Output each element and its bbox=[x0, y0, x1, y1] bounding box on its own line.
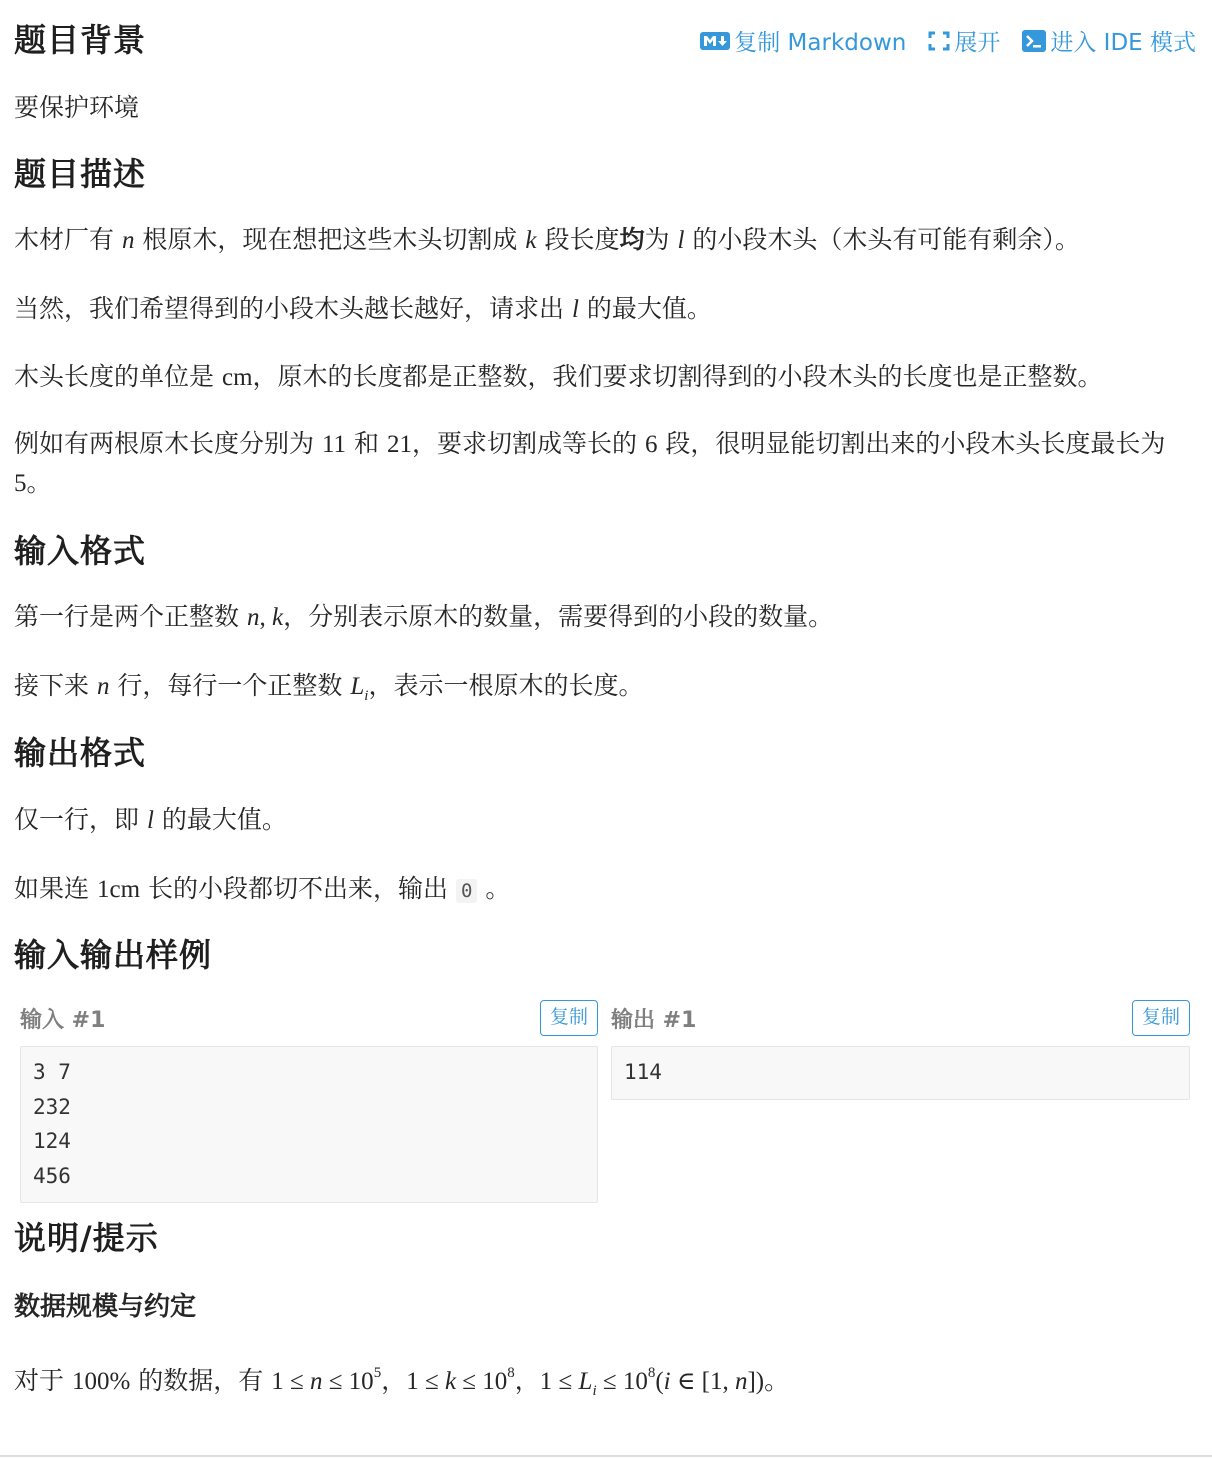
description-paragraph-3: 木头长度的单位是 cm，原木的长度都是正整数，我们要求切割得到的小段木头的长度也是正整数。 bbox=[14, 362, 1103, 391]
output-format-paragraph-1: 仅一行，即 l 的最大值。 bbox=[14, 805, 287, 834]
description-paragraph-4: 例如有两根原木长度分别为 11 和 21，要求切割成等长的 6 段，很明显能切割出来的小段木头长度最长为 5。 bbox=[14, 429, 1166, 497]
sample-input-line: 232 bbox=[33, 1094, 71, 1119]
sample-input-line: 124 bbox=[33, 1129, 71, 1153]
sample-input-line: 456 bbox=[33, 1163, 71, 1188]
sample-output-header bbox=[611, 999, 1190, 1037]
sample-input-box[interactable] bbox=[20, 1046, 598, 1203]
sample-output-box[interactable] bbox=[611, 1046, 1190, 1100]
copy-input-button[interactable]: 复制 bbox=[540, 1000, 598, 1036]
copy-output-button[interactable]: 复制 bbox=[1132, 1000, 1190, 1036]
hint-constraints: 对于 100% 的数据，有 $1 \le n \le 10^5$，$1 \le k \le 10^8$，$1 \le L_i \le 10^8(i$ ∈ [1, n])。 bbox=[14, 1365, 790, 1399]
background-heading: 题目背景 bbox=[14, 21, 147, 59]
sample-input-header bbox=[20, 999, 598, 1037]
hint-subheading: 数据规模与约定 bbox=[14, 1292, 197, 1322]
sample-output-title: 输出 #1 bbox=[611, 1007, 697, 1033]
copy-markdown-label: 复制 Markdown bbox=[734, 30, 907, 56]
sample-output-line: 114 bbox=[624, 1060, 662, 1084]
markdown-icon bbox=[700, 31, 730, 51]
ide-mode-label: 进入 IDE 模式 bbox=[1050, 30, 1196, 56]
description-paragraph-2: 当然，我们希望得到的小段木头越长越好，请求出 l 的最大值。 bbox=[14, 294, 712, 323]
sample-input-title: 输入 #1 bbox=[20, 1007, 106, 1033]
input-format-heading: 输入格式 bbox=[14, 532, 147, 570]
background-text: 要保护环境 bbox=[14, 93, 140, 122]
expand-icon bbox=[928, 31, 950, 51]
output-format-heading: 输出格式 bbox=[14, 734, 147, 772]
description-heading: 题目描述 bbox=[14, 155, 147, 193]
bottom-divider bbox=[0, 1455, 1212, 1457]
expand-button[interactable] bbox=[928, 24, 1000, 57]
ide-mode-button[interactable] bbox=[1022, 24, 1196, 57]
sample-input-line: 3 7 bbox=[33, 1060, 71, 1084]
output-format-paragraph-2: 如果连 1cm 长的小段都切不出来，输出 0 。 bbox=[14, 874, 511, 903]
inline-code-zero: 0 bbox=[456, 879, 477, 903]
description-paragraph-1: 木材厂有 n 根原木，现在想把这些木头切割成 k 段长度均为 l 的小段木头（木头有可能有剩余）。 bbox=[14, 225, 1080, 254]
copy-markdown-button[interactable] bbox=[700, 24, 906, 57]
expand-label: 展开 bbox=[954, 30, 1001, 56]
hint-heading: 说明/提示 bbox=[14, 1219, 159, 1257]
samples-heading: 输入输出样例 bbox=[14, 936, 213, 974]
input-format-paragraph-1: 第一行是两个正整数 n, k，分别表示原木的数量，需要得到的小段的数量。 bbox=[14, 602, 834, 631]
terminal-icon bbox=[1022, 30, 1046, 52]
input-format-paragraph-2: 接下来 n 行，每行一个正整数 $L_i$，表示一根原木的长度。 bbox=[14, 671, 644, 704]
problem-toolbar bbox=[700, 24, 1196, 57]
